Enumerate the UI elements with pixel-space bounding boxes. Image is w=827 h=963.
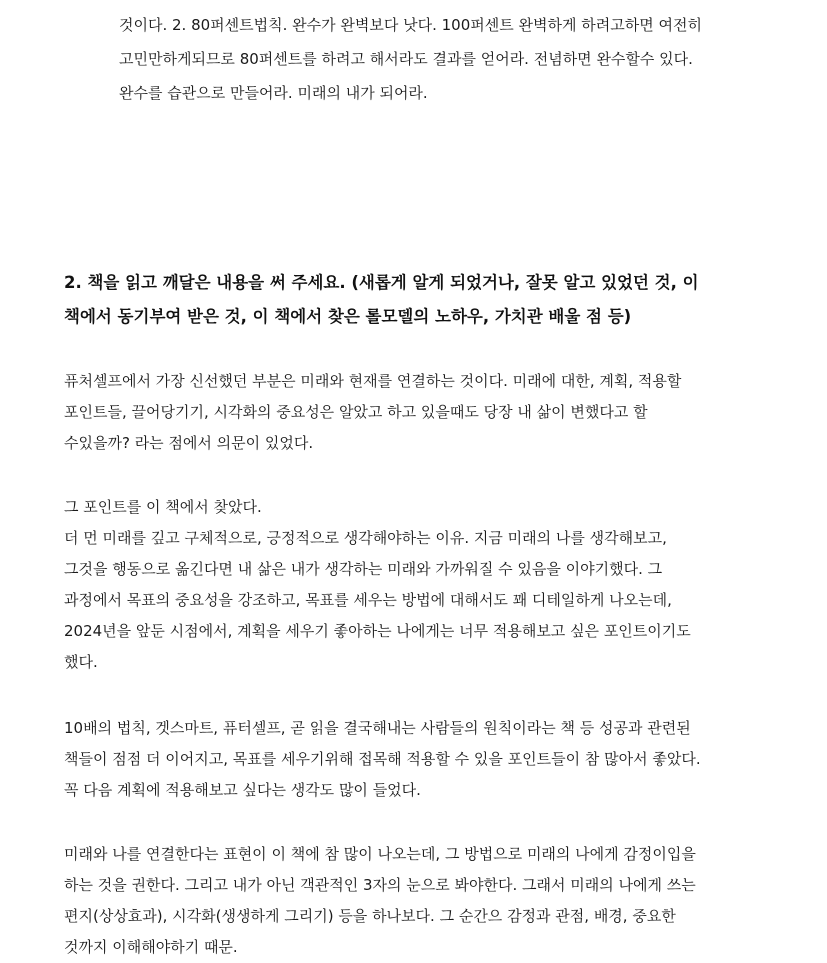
text-line: 했다. bbox=[64, 653, 98, 671]
text-line: 것이다. 2. 80퍼센트법칙. 완수가 완벽보다 낫다. 100퍼센트 완벽하게 하려고하면 여전히 bbox=[119, 16, 702, 34]
text-line: 고민만하게되므로 80퍼센트를 하려고 해서라도 결과를 얻어라. 전념하면 완수할수 있다. bbox=[119, 50, 693, 68]
text-line: 퓨처셀프에서 가장 신선했던 부분은 미래와 현재를 연결하는 것이다. 미래에 대한, 계획, 적용할 bbox=[64, 372, 682, 390]
section-heading bbox=[64, 266, 750, 334]
text-line: 편지(상상효과), 시각화(생생하게 그리기) 등을 하나보다. 그 순간으 감정과 관점, 배경, 중요한 bbox=[64, 907, 676, 925]
text-line: 꼭 다음 계획에 적용해보고 싶다는 생각도 많이 들었다. bbox=[64, 781, 421, 799]
paragraph-1 bbox=[64, 366, 750, 459]
text-line: 그것을 행동으로 옮긴다면 내 삶은 내가 생각하는 미래와 가까워질 수 있음을 이야기했다. 그 bbox=[64, 560, 663, 578]
text-line: 과정에서 목표의 중요성을 강조하고, 목표를 세우는 방법에 대해서도 꽤 디테일하게 나오는데, bbox=[64, 591, 672, 609]
text-line: 하는 것을 권한다. 그리고 내가 아닌 객관적인 3자의 눈으로 봐야한다. 그래서 미래의 나에게 쓰는 bbox=[64, 876, 696, 894]
intro-paragraph bbox=[119, 8, 749, 110]
heading-line: 2. 책을 읽고 깨달은 내용을 써 주세요. (새롭게 알게 되었거나, 잘못 알고 있었던 것, 이 bbox=[64, 273, 699, 292]
text-line: 완수를 습관으로 만들어라. 미래의 내가 되어라. bbox=[119, 84, 428, 102]
text-line: 10배의 법칙, 겟스마트, 퓨터셀프, 곧 읽을 결국해내는 사람들의 원칙이라는 책 등 성공과 관련된 bbox=[64, 719, 691, 737]
text-line: 책들이 점점 더 이어지고, 목표를 세우기위해 접목해 적용할 수 있을 포인트들이 참 많아서 좋았다. bbox=[64, 750, 701, 768]
text-line: 미래와 나를 연결한다는 표현이 이 책에 참 많이 나오는데, 그 방법으로 미래의 나에게 감정이입을 bbox=[64, 845, 696, 863]
paragraph-3 bbox=[64, 713, 750, 806]
text-line: 수있을까? 라는 점에서 의문이 있었다. bbox=[64, 434, 314, 452]
text-line: 더 먼 미래를 깊고 구체적으로, 긍정적으로 생각해야하는 이유. 지금 미래의 나를 생각해보고, bbox=[64, 529, 667, 547]
text-line: 것까지 이해해야하기 때문. bbox=[64, 938, 238, 956]
text-line: 그 포인트를 이 책에서 찾았다. bbox=[64, 498, 262, 516]
text-line: 포인트들, 끌어당기기, 시각화의 중요성은 알았고 하고 있을때도 당장 내 삶이 변했다고 할 bbox=[64, 403, 648, 421]
paragraph-2 bbox=[64, 492, 750, 678]
heading-line: 책에서 동기부여 받은 것, 이 책에서 찾은 롤모델의 노하우, 가치관 배울 점 등) bbox=[64, 307, 632, 326]
paragraph-4 bbox=[64, 839, 750, 963]
text-line: 2024년을 앞둔 시점에서, 계획을 세우기 좋아하는 나에게는 너무 적용해보고 싶은 포인트이기도 bbox=[64, 622, 691, 640]
